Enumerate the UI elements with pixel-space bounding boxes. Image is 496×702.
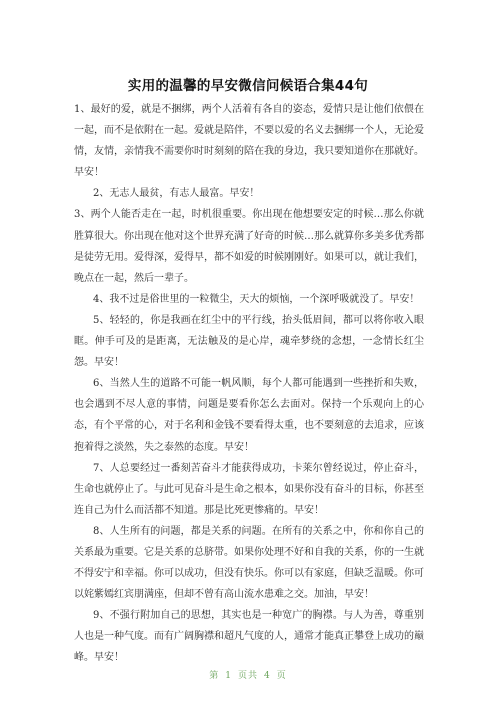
paragraph-9: 9、不强行附加自己的思想，其实也是一种宽广的胸襟。与人为善，尊重别人也是一种气度。而有广阔胸襟和超凡气度的人，通常才能真正攀登上成功的巅峰。早安！ xyxy=(74,610,424,664)
footer-middle: 页共 xyxy=(237,671,258,681)
paragraph-1: 1、最好的爱，就是不捆绑，两个人活着有各自的姿态，爱情只是让他们依偎在一起，而不是依附在一起。爱就是陪伴，不要以爱的名义去捆绑一个人，无论爱情，友情，亲情我不需要你时时刻刻的陪在我的身边，我只要知道你在那就好。早安！ xyxy=(74,104,424,179)
paragraph-4: 4、我不过是俗世里的一粒微尘，天大的烦恼，一个深呼吸就没了。早安！ xyxy=(93,293,420,305)
footer-total-pages: 4 xyxy=(264,671,271,681)
paragraph-2: 2、无志人最贫，有志人最富。早安！ xyxy=(93,188,260,200)
document-body xyxy=(74,99,424,669)
paragraph-8: 8、人生所有的问题，都是关系的问题。在所有的关系之中，你和你自己的关系最为重要。它是关系的总脐带。如果你处理不好和自我的关系，你的一生就不得安宁和幸福。你可以成功，但没有快乐。你可以有家庭，但缺乏温暖。你可以姹紫嫣红宾朋满座，但却不曾有高山流水患难之交。加油，早安！ xyxy=(74,525,424,601)
paragraph-3: 3、两个人能否走在一起，时机很重要。你出现在他想要安定的时候…那么你就胜算很大。你出现在他对这个世界充满了好奇的时候…那么就算你多美多优秀都是徒劳无用。爱得深，爱得早，都不如爱的时候刚刚好。如果可以，就让我们，晚点在一起，然后一辈子。 xyxy=(74,209,424,284)
page-footer xyxy=(0,668,496,681)
document-title: 实用的温馨的早安微信问候语合集44句 xyxy=(127,78,369,94)
footer-prefix: 第 xyxy=(209,671,220,681)
footer-suffix: 页 xyxy=(276,671,287,681)
paragraph-6: 6、当然人生的道路不可能一帆风顺，每个人都可能遇到一些挫折和失败，也会遇到不尽人意的事情，问题是要看你怎么去面对。保持一个乐观向上的心态，有个平常的心，对于名利和金钱不要看得太重，也不要刻意的去追求，应该抱着得之淡然，失之泰然的态度。早安！ xyxy=(74,378,424,453)
paragraph-5: 5、轻轻的，你是我画在红尘中的平行线，抬头低眉间，都可以将你收入眼眶。伸手可及的是距离，无法触及的是心岸，魂牵梦绕的念想，一念情长红尘怨。早安！ xyxy=(74,314,424,369)
paragraph-7: 7、人总要经过一番刻苦奋斗才能获得成功，卡莱尔曾经说过，停止奋斗，生命也就停止了。与此可见奋斗是生命之根本，如果你没有奋斗的目标，你甚至连自己为什么而活都不知道。那是比死更惨痛的。早安！ xyxy=(74,462,424,516)
footer-page-number: 1 xyxy=(225,671,232,681)
